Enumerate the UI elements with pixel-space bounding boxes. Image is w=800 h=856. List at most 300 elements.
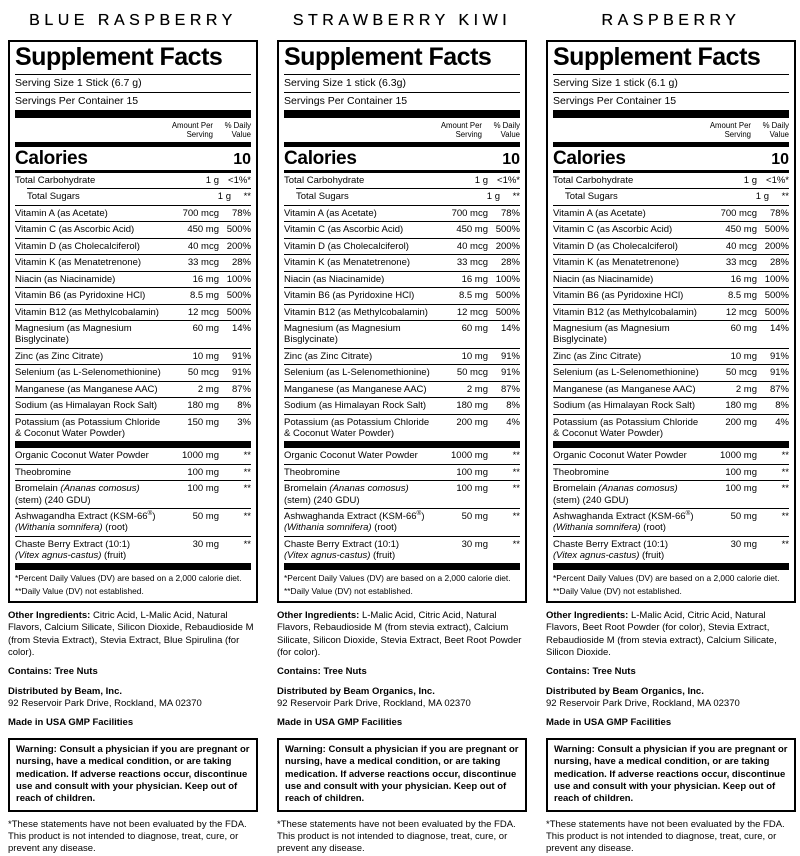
nutrient-daily-value: 28% — [500, 257, 520, 269]
flavor-title: BLUE RASPBERRY — [29, 12, 237, 29]
amount-per-serving-header — [693, 121, 751, 140]
nutrient-daily-value: <1%* — [497, 174, 520, 186]
nutrient-name: Chaste Berry Extract (10:1) (Vitex agnus-castus) (fruit) — [15, 538, 131, 561]
nutrient-row — [284, 271, 520, 288]
nutrient-row-inner — [553, 321, 789, 348]
nutrient-name: Ashwaghanda Extract (KSM-66®) (Withania somnifera) (root) — [284, 509, 425, 534]
nutrient-daily-value: 200% — [495, 240, 520, 252]
nutrient-daily-value: ** — [781, 538, 789, 550]
section-divider-bar — [553, 110, 789, 118]
nutrient-row — [15, 480, 251, 508]
section-divider-bar — [15, 563, 251, 570]
supplement-label-column — [277, 6, 527, 856]
nutrient-daily-value: 91% — [231, 367, 251, 379]
nutrient-name: Vitamin C (as Ascorbic Acid) — [284, 224, 404, 236]
supplement-facts-box — [277, 40, 527, 603]
nutrient-row-inner — [553, 448, 789, 464]
supplement-facts-title: Supplement Facts — [15, 43, 223, 71]
contains-allergen: Contains: Tree Nuts — [8, 666, 98, 678]
nutrient-amount: 33 mcg — [456, 257, 488, 269]
nutrient-amount: 30 mg — [461, 538, 488, 550]
other-ingredients-label: Other Ingredients: — [277, 610, 360, 622]
nutrient-row-inner — [553, 255, 789, 271]
nutrient-daily-value: 3% — [237, 416, 251, 428]
nutrient-row — [553, 320, 789, 348]
nutrient-daily-value: 100% — [495, 273, 520, 285]
nutrient-name: Total Sugars — [565, 191, 618, 203]
serving-size: Serving Size 1 stick (6.3g) — [284, 76, 406, 89]
nutrient-amount: 700 mcg — [451, 207, 488, 219]
nutrient-daily-value: 4% — [775, 416, 789, 428]
nutrient-row-inner — [15, 365, 251, 381]
nutrient-daily-value: 87% — [231, 383, 251, 395]
nutrient-amount: 1 g — [474, 174, 488, 186]
nutrient-amount: 33 mcg — [187, 257, 219, 269]
nutrient-row-inner — [553, 173, 789, 189]
nutrient-daily-value: 500% — [764, 290, 789, 302]
nutrient-daily-value: ** — [781, 450, 789, 462]
nutrient-daily-value: ** — [243, 466, 251, 478]
nutrient-amount: 50 mcg — [187, 367, 219, 379]
nutrient-row-inner — [553, 272, 789, 288]
nutrient-row-inner — [553, 481, 789, 508]
nutrient-name: Theobromine — [15, 466, 71, 478]
nutrient-row — [15, 536, 251, 564]
nutrient-row-inner — [553, 239, 789, 255]
nutrient-amount: 10 mg — [461, 350, 488, 362]
nutrient-row-inner — [15, 465, 251, 481]
nutrient-row-inner — [15, 349, 251, 365]
nutrient-row-inner — [553, 305, 789, 321]
nutrient-row-inner — [15, 222, 251, 238]
nutrient-row — [553, 205, 789, 222]
warning-label: Warning: — [16, 743, 57, 755]
section-divider-bar — [284, 563, 520, 570]
nutrient-amount: 12 mcg — [725, 306, 757, 318]
nutrient-name: Vitamin A (as Acetate) — [284, 207, 377, 219]
column-headers — [15, 118, 251, 143]
serving-size: Serving Size 1 Stick (6.7 g) — [15, 76, 142, 89]
nutrient-row-inner — [15, 509, 251, 536]
nutrient-row-inner — [284, 415, 520, 442]
nutrient-amount: 12 mcg — [456, 306, 488, 318]
nutrient-daily-value: 91% — [231, 350, 251, 362]
nutrient-name: Zinc (as Zinc Citrate) — [15, 350, 104, 362]
other-ingredients — [546, 610, 796, 659]
nutrient-daily-value: <1%* — [228, 174, 251, 186]
nutrient-name: Manganese (as Manganese AAC) — [553, 383, 696, 395]
nutrient-amount: 700 mcg — [720, 207, 757, 219]
nutrient-name: Magnesium (as Magnesium Bisglycinate) — [15, 323, 132, 346]
nutrient-name: Selenium (as L-Selenomethionine) — [553, 367, 699, 379]
nutrient-daily-value: 28% — [769, 257, 789, 269]
nutrient-amount: 33 mcg — [725, 257, 757, 269]
nutrient-row — [15, 414, 251, 442]
nutrient-daily-value: 200% — [764, 240, 789, 252]
other-ingredients-label: Other Ingredients: — [546, 610, 629, 622]
warning-label: Warning: — [554, 743, 595, 755]
nutrient-amount: 180 mg — [187, 400, 219, 412]
nutrient-row-inner — [284, 272, 520, 288]
dv-header-line2: Value — [500, 129, 520, 139]
warning-text: Consult a physician if you are pregnant or nursing, have a medical condition, or are taking medication. If adverse reactions occur, discontinue use and consult with your physician. Keep out of reach of children. — [554, 743, 788, 805]
nutrient-daily-value: ** — [512, 450, 520, 462]
nutrient-daily-value: 500% — [495, 224, 520, 236]
serving-size: Serving Size 1 stick (6.1 g) — [553, 76, 678, 89]
warning-text: Consult a physician if you are pregnant or nursing, have a medical condition, or are taking medication. If adverse reactions occur, discontinue use and consult with your physician. Keep out of reach of children. — [16, 743, 250, 805]
nutrient-row-inner — [553, 365, 789, 381]
nutrient-row-inner — [15, 305, 251, 321]
nutrient-amount: 10 mg — [192, 350, 219, 362]
nutrient-daily-value: ** — [512, 466, 520, 478]
nutrient-amount: 450 mg — [187, 224, 219, 236]
nutrient-name: Niacin (as Niacinamide) — [553, 273, 654, 285]
nutrient-amount: 1000 mg — [451, 450, 488, 462]
nutrient-daily-value: 14% — [769, 323, 789, 335]
nutrient-row-inner — [15, 255, 251, 271]
nutrient-row — [284, 508, 520, 536]
nutrient-row — [284, 287, 520, 304]
nutrient-daily-value: 78% — [769, 207, 789, 219]
nutrient-row-inner — [284, 509, 520, 536]
nutrient-row-inner — [15, 173, 251, 189]
nutrient-row-inner — [553, 288, 789, 304]
nutrient-amount: 30 mg — [730, 538, 757, 550]
nutrient-amount: 40 mcg — [187, 240, 219, 252]
amount-header-line1: Amount Per — [709, 120, 751, 130]
nutrient-row-inner — [553, 382, 789, 398]
nutrient-row — [553, 254, 789, 271]
servings-per-container: Servings Per Container 15 — [553, 94, 677, 107]
calories-row — [15, 147, 251, 170]
nutrient-name: Theobromine — [553, 466, 609, 478]
nutrient-row-inner — [553, 415, 789, 442]
nutrient-row-inner — [553, 537, 789, 564]
amount-per-serving-header — [155, 121, 213, 140]
daily-value-header — [751, 121, 789, 140]
nutrient-daily-value: 200% — [226, 240, 251, 252]
nutrient-amount: 1 g — [743, 174, 757, 186]
nutrient-daily-value: 500% — [226, 306, 251, 318]
nutrient-row-inner — [15, 239, 251, 255]
supplement-label-column — [546, 6, 796, 856]
nutrient-row — [15, 381, 251, 398]
nutrient-daily-value: ** — [512, 483, 520, 495]
nutrient-row-inner — [284, 465, 520, 481]
warning-box — [546, 738, 796, 812]
section-divider-bar — [284, 110, 520, 118]
nutrient-row — [284, 254, 520, 271]
dv-header-line1: % Daily — [493, 120, 520, 130]
section-divider-bar — [553, 563, 789, 570]
nutrient-daily-value: <1%* — [766, 174, 789, 186]
nutrient-amount: 700 mcg — [182, 207, 219, 219]
nutrient-row — [553, 464, 789, 481]
nutrient-row-inner — [284, 537, 520, 564]
nutrient-daily-value: 8% — [237, 400, 251, 412]
nutrient-amount: 8.5 mg — [727, 290, 757, 302]
nutrient-amount: 1000 mg — [182, 450, 219, 462]
nutrient-daily-value: 78% — [231, 207, 251, 219]
flavor-title: STRAWBERRY KIWI — [292, 12, 512, 29]
nutrient-name: Total Carbohydrate — [553, 174, 634, 186]
amount-header-line2: Serving — [455, 129, 482, 139]
nutrient-name: Vitamin D (as Cholecalciferol) — [15, 240, 140, 252]
section-divider-bar — [553, 441, 789, 448]
nutrient-name: Vitamin C (as Ascorbic Acid) — [15, 224, 135, 236]
nutrient-daily-value: 87% — [769, 383, 789, 395]
nutrient-row — [15, 304, 251, 321]
nutrient-row — [553, 348, 789, 365]
nutrient-row — [284, 173, 520, 189]
nutrient-name: Niacin (as Niacinamide) — [15, 273, 116, 285]
footnote-dv-basis: *Percent Daily Values (DV) are based on a 2,000 calorie diet. — [15, 572, 242, 583]
distributor-block — [8, 686, 258, 711]
nutrient-name: Organic Coconut Water Powder — [284, 450, 418, 462]
dv-header-line1: % Daily — [224, 120, 251, 130]
nutrient-daily-value: 100% — [764, 273, 789, 285]
calories-value: 10 — [502, 150, 520, 168]
nutrient-row-inner — [284, 321, 520, 348]
distributor-block — [277, 686, 527, 711]
nutrient-daily-value: ** — [243, 450, 251, 462]
nutrient-row — [15, 364, 251, 381]
nutrient-row-inner — [15, 272, 251, 288]
nutrient-amount: 16 mg — [192, 273, 219, 285]
calories-label: Calories — [284, 148, 357, 170]
nutrient-amount: 100 mg — [725, 483, 757, 495]
calories-value: 10 — [233, 150, 251, 168]
nutrient-name: Vitamin C (as Ascorbic Acid) — [553, 224, 673, 236]
nutrient-amount: 8.5 mg — [458, 290, 488, 302]
nutrient-row — [15, 320, 251, 348]
nutrient-row — [284, 480, 520, 508]
fda-disclaimer: *These statements have not been evaluated by the FDA. This product is not intended to diagnose, treat, cure, or prevent any disease. — [277, 818, 516, 855]
nutrient-name: Theobromine — [284, 466, 340, 478]
nutrient-amount: 100 mg — [456, 466, 488, 478]
nutrient-row-inner — [553, 222, 789, 238]
nutrient-row-inner — [15, 189, 251, 205]
section-divider-bar — [284, 441, 520, 448]
calories-label: Calories — [15, 148, 88, 170]
section-divider-bar — [15, 441, 251, 448]
nutrient-daily-value: 91% — [769, 350, 789, 362]
nutrient-daily-value: 100% — [226, 273, 251, 285]
nutrient-name: Chaste Berry Extract (10:1) (Vitex agnus-castus) (fruit) — [553, 538, 669, 561]
nutrient-amount: 150 mg — [187, 416, 219, 428]
supplement-facts-box — [8, 40, 258, 603]
nutrient-name: Bromelain (Ananas comosus) (stem) (240 GDU) — [553, 483, 678, 506]
nutrient-amount: 40 mcg — [725, 240, 757, 252]
nutrient-row-inner — [553, 206, 789, 222]
nutrient-name: Niacin (as Niacinamide) — [284, 273, 385, 285]
nutrient-row — [284, 381, 520, 398]
nutrient-daily-value: 500% — [226, 224, 251, 236]
section-divider-bar — [15, 110, 251, 118]
nutrient-row — [15, 238, 251, 255]
nutrient-daily-value: 8% — [506, 400, 520, 412]
nutrient-amount: 60 mg — [730, 323, 757, 335]
nutrient-amount: 16 mg — [730, 273, 757, 285]
nutrient-row — [553, 536, 789, 564]
nutrient-row-inner — [553, 398, 789, 414]
fda-disclaimer: *These statements have not been evaluated by the FDA. This product is not intended to diagnose, treat, cure, or prevent any disease. — [546, 818, 785, 855]
nutrient-amount: 200 mg — [456, 416, 488, 428]
nutrient-row — [15, 221, 251, 238]
nutrient-row-inner — [284, 382, 520, 398]
nutrient-name: Total Sugars — [296, 191, 349, 203]
nutrient-name: Vitamin D (as Cholecalciferol) — [553, 240, 678, 252]
nutrient-name: Potassium (as Potassium Chloride & Coconut Water Powder) — [553, 416, 699, 439]
nutrient-row — [553, 221, 789, 238]
nutrient-row — [284, 238, 520, 255]
nutrient-amount: 40 mcg — [456, 240, 488, 252]
nutrient-row-inner — [553, 465, 789, 481]
nutrient-name: Vitamin K (as Menatetrenone) — [284, 257, 411, 269]
nutrient-row — [15, 397, 251, 414]
nutrient-daily-value: ** — [781, 191, 789, 203]
nutrient-row-inner — [284, 448, 520, 464]
amount-per-serving-header — [424, 121, 482, 140]
nutrient-row — [284, 448, 520, 464]
distributor-name: Distributed by Beam Organics, Inc. — [277, 685, 435, 697]
nutrient-row-inner — [284, 189, 520, 205]
distributor-address: 92 Reservoir Park Drive, Rockland, MA 02370 — [277, 698, 471, 710]
nutrient-name: Ashwaghanda Extract (KSM-66®) (Withania somnifera) (root) — [553, 509, 694, 534]
servings-per-container: Servings Per Container 15 — [284, 94, 408, 107]
nutrient-daily-value: 4% — [506, 416, 520, 428]
nutrient-row — [284, 414, 520, 442]
nutrient-amount: 100 mg — [187, 466, 219, 478]
nutrient-row — [553, 238, 789, 255]
nutrient-name: Sodium (as Himalayan Rock Salt) — [284, 400, 427, 412]
nutrient-row — [553, 414, 789, 442]
nutrient-daily-value: 500% — [495, 306, 520, 318]
nutrient-name: Zinc (as Zinc Citrate) — [284, 350, 373, 362]
footnote-dv-basis: *Percent Daily Values (DV) are based on a 2,000 calorie diet. — [284, 572, 511, 583]
made-in: Made in USA GMP Facilities — [546, 717, 672, 729]
other-ingredients-text: L-Malic Acid, Citric Acid, Natural Flavors, Beet Root Powder (for color), Stevia Extract, Rebaudioside M (from stevia extract), Calcium Silicate, Silicon Dioxide. — [546, 610, 777, 659]
other-ingredients-label: Other Ingredients: — [8, 610, 91, 622]
daily-value-header — [213, 121, 251, 140]
nutrient-row — [15, 287, 251, 304]
nutrient-name: Organic Coconut Water Powder — [553, 450, 687, 462]
nutrient-row — [284, 364, 520, 381]
nutrient-daily-value: 78% — [500, 207, 520, 219]
nutrient-name: Total Carbohydrate — [284, 174, 365, 186]
amount-header-line2: Serving — [186, 129, 213, 139]
nutrient-row-inner — [284, 349, 520, 365]
distributor-name: Distributed by Beam, Inc. — [8, 685, 123, 697]
calories-label: Calories — [553, 148, 626, 170]
nutrient-row — [284, 221, 520, 238]
nutrient-name: Selenium (as L-Selenomethionine) — [15, 367, 161, 379]
nutrient-row-inner — [15, 382, 251, 398]
nutrient-row-inner — [15, 537, 251, 564]
nutrient-amount: 8.5 mg — [189, 290, 219, 302]
calories-row — [284, 147, 520, 170]
nutrient-row-inner — [284, 222, 520, 238]
nutrient-amount: 50 mg — [730, 511, 757, 523]
nutrient-amount: 1000 mg — [720, 450, 757, 462]
nutrient-amount: 1 g — [205, 174, 219, 186]
nutrient-name: Vitamin K (as Menatetrenone) — [553, 257, 680, 269]
distributor-address: 92 Reservoir Park Drive, Rockland, MA 02370 — [8, 698, 202, 710]
nutrient-row — [284, 320, 520, 348]
nutrient-name: Manganese (as Manganese AAC) — [15, 383, 158, 395]
nutrient-row — [15, 448, 251, 464]
nutrient-daily-value: 14% — [231, 323, 251, 335]
nutrient-amount: 60 mg — [192, 323, 219, 335]
supplement-facts-box — [546, 40, 796, 603]
nutrient-daily-value: 91% — [500, 367, 520, 379]
warning-box — [8, 738, 258, 812]
nutrient-name: Vitamin B12 (as Methylcobalamin) — [15, 306, 159, 318]
nutrient-amount: 12 mcg — [187, 306, 219, 318]
made-in: Made in USA GMP Facilities — [8, 717, 134, 729]
nutrient-name: Selenium (as L-Selenomethionine) — [284, 367, 430, 379]
made-in: Made in USA GMP Facilities — [277, 717, 403, 729]
nutrient-name: Chaste Berry Extract (10:1) (Vitex agnus-castus) (fruit) — [284, 538, 400, 561]
nutrient-row — [284, 464, 520, 481]
nutrient-amount: 1 g — [217, 191, 231, 203]
nutrient-name: Sodium (as Himalayan Rock Salt) — [553, 400, 696, 412]
nutrient-amount: 450 mg — [456, 224, 488, 236]
nutrient-row-inner — [15, 288, 251, 304]
nutrient-row — [553, 364, 789, 381]
nutrient-daily-value: ** — [512, 191, 520, 203]
nutrient-daily-value: ** — [243, 483, 251, 495]
footnote-dv-not-established: **Daily Value (DV) not established. — [284, 585, 413, 596]
nutrient-row — [15, 508, 251, 536]
supplement-facts-title: Supplement Facts — [284, 43, 492, 71]
nutrient-name: Vitamin B6 (as Pyridoxine HCl) — [284, 290, 415, 302]
nutrient-amount: 2 mg — [466, 383, 488, 395]
distributor-name: Distributed by Beam Organics, Inc. — [546, 685, 704, 697]
warning-label: Warning: — [285, 743, 326, 755]
nutrient-amount: 1 g — [755, 191, 769, 203]
nutrient-row — [553, 381, 789, 398]
nutrient-row — [284, 205, 520, 222]
nutrient-daily-value: 91% — [769, 367, 789, 379]
nutrient-amount: 50 mcg — [456, 367, 488, 379]
distributor-block — [546, 686, 796, 711]
distributor-address: 92 Reservoir Park Drive, Rockland, MA 02370 — [546, 698, 740, 710]
nutrient-name: Ashwagandha Extract (KSM-66®) (Withania somnifera) (root) — [15, 509, 156, 534]
nutrient-row-inner — [284, 398, 520, 414]
nutrient-daily-value: ** — [512, 511, 520, 523]
nutrient-amount: 2 mg — [735, 383, 757, 395]
nutrient-row-inner — [284, 255, 520, 271]
nutrient-name: Total Sugars — [27, 191, 80, 203]
nutrient-row-inner — [284, 288, 520, 304]
nutrient-row-inner — [15, 321, 251, 348]
nutrient-amount: 50 mg — [192, 511, 219, 523]
other-ingredients-text: L-Malic Acid, Citric Acid, Natural Flavors, Rebaudioside M (from stevia extract), Calcium Silicate, Silicon Dioxide, Stevia Extract, Beet Root Powder (for color). — [277, 610, 522, 659]
contains-allergen: Contains: Tree Nuts — [277, 666, 367, 678]
nutrient-name: Vitamin A (as Acetate) — [553, 207, 646, 219]
nutrient-daily-value: ** — [781, 511, 789, 523]
nutrient-daily-value: ** — [243, 538, 251, 550]
nutrient-name: Manganese (as Manganese AAC) — [284, 383, 427, 395]
warning-box — [277, 738, 527, 812]
nutrient-row — [284, 348, 520, 365]
nutrient-row — [15, 205, 251, 222]
amount-header-line2: Serving — [724, 129, 751, 139]
nutrient-row-inner — [284, 481, 520, 508]
nutrient-row — [553, 397, 789, 414]
nutrient-row — [15, 188, 251, 205]
